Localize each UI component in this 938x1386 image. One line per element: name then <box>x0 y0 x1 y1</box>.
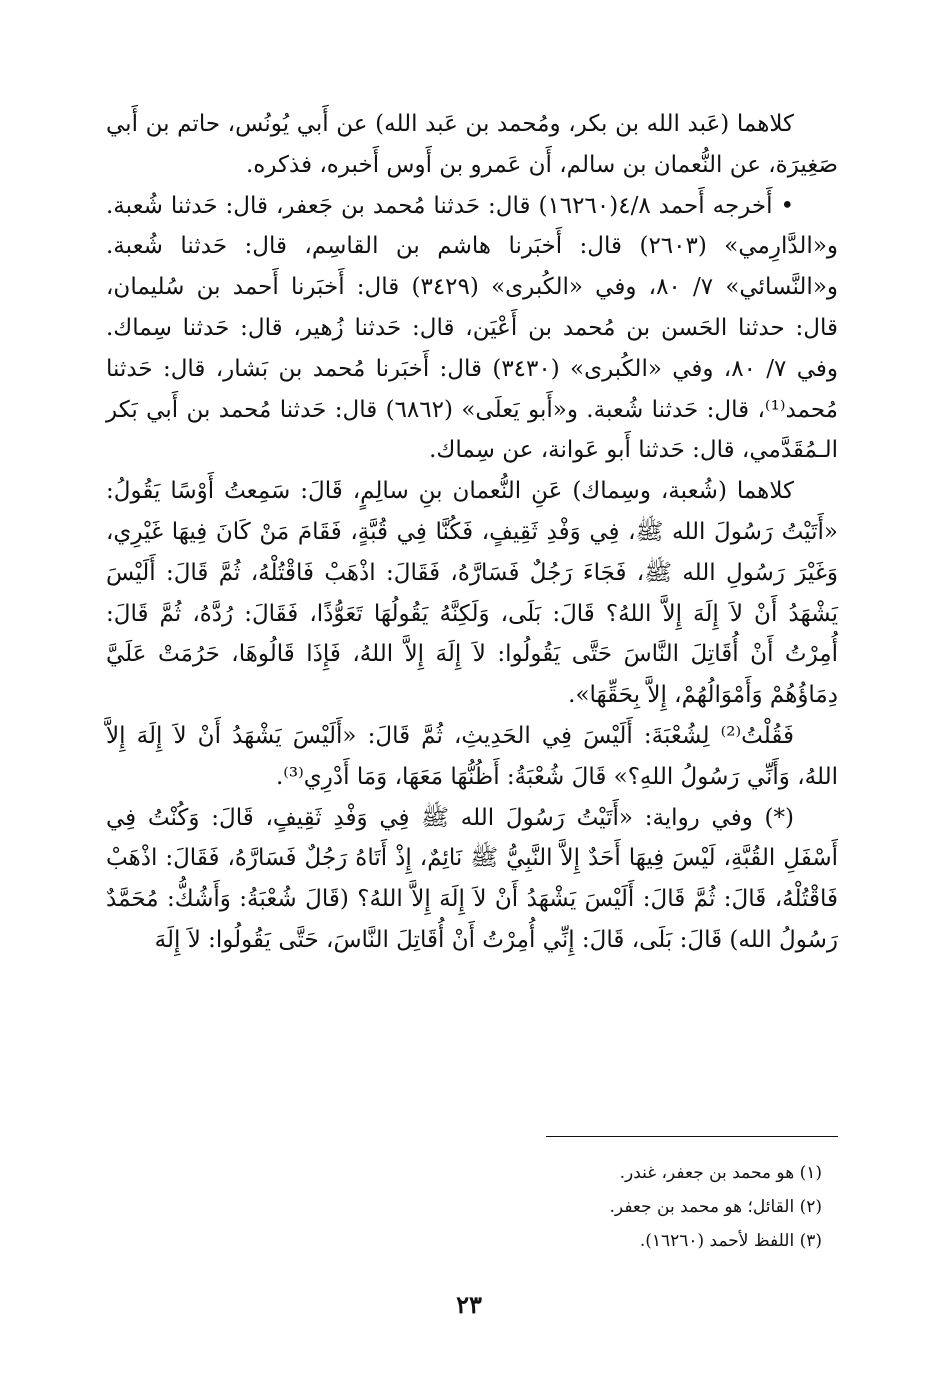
paragraph-hadith-text: كلاهما (شُعبة، وسِماك) عَنِ النُّعمان بنِ سالِمٍ، قَالَ: سَمِعتُ أَوْسًا يَقُولُ: «أَتَيْتُ رَسُولَ الله ﷺ، فِي وَفْدِ ثَقِيفٍ، فَكُنَّا فِي قُبَّةٍ، فَقَامَ مَنْ كَانَ فِيهَا غَيْرِي، وَغَيْرَ رَسُولِ الله ﷺ، فَجَاءَ رَجُلٌ فَسَارَّهُ، فَقَالَ: اذْهَبْ فَاقْتُلْهُ، ثُمَّ قَالَ: أَلَيْسَ يَشْهَدُ أَنْ لاَ إِلَهَ إِلاَّ اللهُ؟ قَالَ: بَلَى، وَلَكِنَّهُ يَقُولُهَا تَعَوُّذًا، فَقَالَ: رُدَّهُ، ثُمَّ قَالَ: أُمِرْتُ أَنْ أُقَاتِلَ النَّاسَ حَتَّى يَقُولُوا: لاَ إِلَهَ إِلاَّ اللهُ، فَإِذَا قَالُوهَا، حَرُمَتْ عَلَيَّ دِمَاؤُهُمْ وَأَمْوَالُهُمْ، إِلاَّ بِحَقِّهَا». <box>106 478 838 709</box>
footnote-3: (٣) اللفظ لأحمد (١٦٢٦٠). <box>639 1231 822 1251</box>
footnotes <box>122 1156 822 1258</box>
footnote-1: (١) هو محمد بن جعفر، غندر. <box>619 1163 822 1183</box>
main-text-body <box>106 104 838 961</box>
paragraph-chain-summary: كلاهما (عَبد الله بن بكر، ومُحمد بن عَبد الله) عن أَبي يُونُس، حاتم بن أَبي صَغِيرَة، عن النُّعمان بن سالم، أَن عَمرو بن أَوس أَخبره، فذكره. <box>106 111 838 178</box>
page-number: ٢٣ <box>456 1290 482 1319</box>
footnote-separator <box>546 1136 838 1137</box>
paragraph-takhrij: • أَخرجه أَحمد ٤/٨(١٦٢٦٠) قال: حَدثنا مُحمد بن جَعفر، قال: حَدثنا شُعبة. و«الدَّارِمي» (٢٦٠٣) قال: أَخبَرنا هاشم بن القاسِم، قال: حَدثنا شُعبة. و«النَّسائي» ٧/ ٨٠، وفي «الكُبرى» (٣٤٢٩) قال: أَخبَرنا أَحمد بن سُليمان، قال: حدثنا الحَسن بن مُحمد بن أَعْيَن، قال: حَدثنا زُهير، قال: حَدثنا سِماك. وفي ٧/ ٨٠، وفي «الكُبرى» (٣٤٣٠) قال: أَخبَرنا مُحمد بن بَشار، قال: حَدثنا مُحمد⁽¹⁾، قال: حَدثنا شُعبة. و«أَبو يَعلَى» (٦٨٦٢) قال: حَدثنا مُحمد بن أَبي بَكر الـمُقَدَّمي، قال: حَدثنا أَبو عَوانة، عن سِماك. <box>106 192 839 464</box>
footnote-2: (٢) القائل؛ هو محمد بن جعفر. <box>609 1197 822 1217</box>
paragraph-other-narration: (*) وفي رواية: «أَتَيْتُ رَسُولَ الله ﷺ فِي وَفْدِ ثَقِيفٍ، قَالَ: وَكُنْتُ فِي أَسْفَلِ القُبَّةِ، لَيْسَ فِيهَا أَحَدٌ إِلاَّ النَّبِيُّ ﷺ نَائِمٌ، إِذْ أَتَاهُ رَجُلٌ فَسَارَّهُ، فَقَالَ: اذْهَبْ فَاقْتُلْهُ، قَالَ: ثُمَّ قَالَ: أَلَيْسَ يَشْهَدُ أَنْ لاَ إِلَهَ إِلاَّ اللهُ؟ (قَالَ شُعْبَةُ: وَأَشُكُّ: مُحَمَّدٌ رَسُولُ الله) قَالَ: بَلَى، قَالَ: إِنِّي أُمِرْتُ أَنْ أُقَاتِلَ النَّاسَ، حَتَّى يَقُولُوا: لاَ إِلَهَ <box>106 804 838 953</box>
paragraph-shuba-question: فَقُلْتُ⁽²⁾ لِشُعْبَةَ: أَلَيْسَ فِي الحَدِيثِ، ثُمَّ قَالَ: «أَلَيْسَ يَشْهَدُ أَنْ لاَ إِلَهَ إِلاَّ اللهُ، وَأَنِّي رَسُولُ اللهِ؟» قَالَ شُعْبَةُ: أَظُنُّهَا مَعَهَا، وَمَا أَدْرِي⁽³⁾. <box>106 722 838 790</box>
